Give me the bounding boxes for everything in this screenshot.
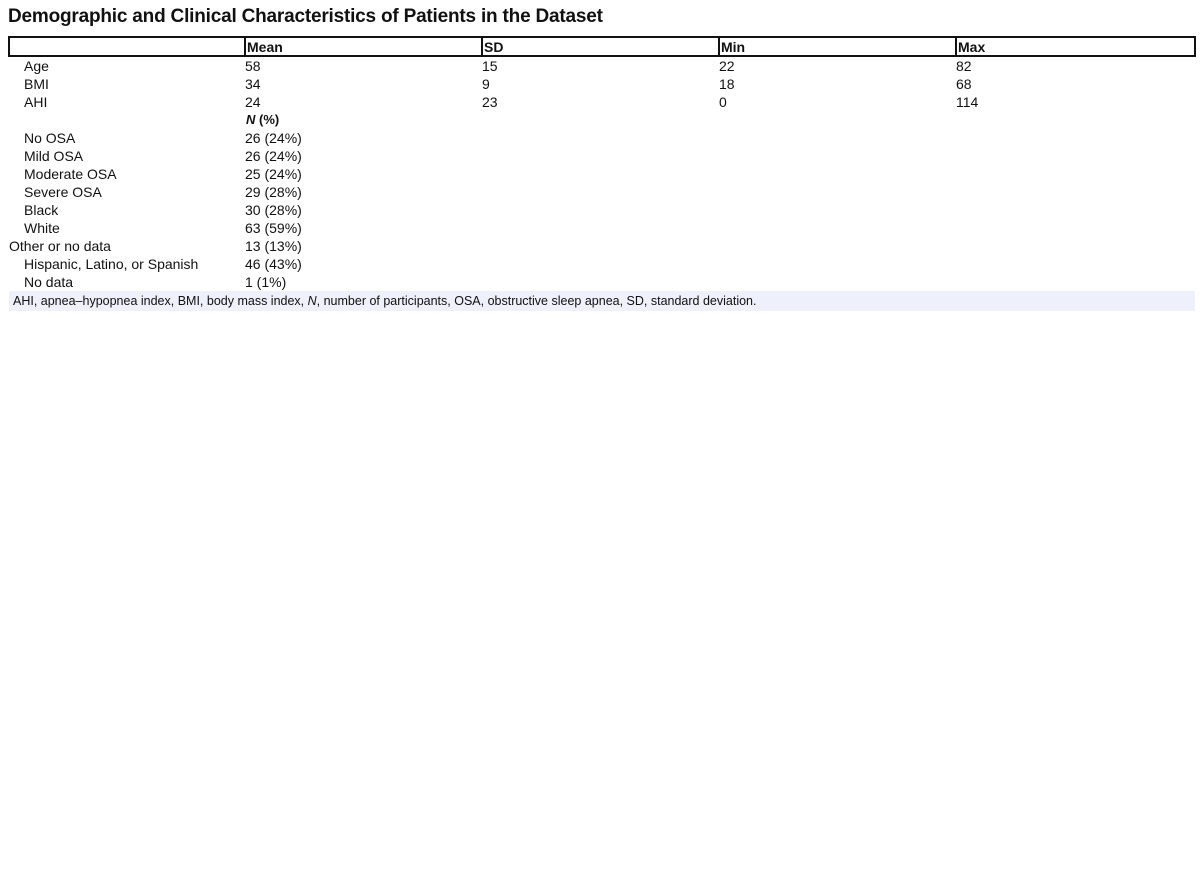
- cell-mean: 58: [245, 58, 261, 74]
- row-label: Severe OSA: [24, 184, 102, 200]
- table-row: [9, 255, 1195, 273]
- table-row: [9, 93, 1195, 111]
- cell-max: 68: [956, 76, 972, 92]
- cell-count: 26 (24%): [245, 130, 302, 146]
- cell-mean: 34: [245, 76, 261, 92]
- count-subheader-row: [9, 111, 1195, 129]
- table-row: [9, 165, 1195, 183]
- cell-min: 18: [719, 76, 735, 92]
- row-label: No data: [24, 274, 74, 290]
- row-label: Age: [24, 58, 49, 74]
- header-blank: [9, 37, 245, 56]
- row-label: Black: [24, 202, 59, 218]
- cell-mean: 24: [245, 94, 261, 110]
- subheader-n: N: [246, 112, 256, 127]
- characteristics-table: [8, 36, 1196, 311]
- table-row: [9, 237, 1195, 255]
- table-row: [9, 56, 1195, 75]
- cell-min: 22: [719, 58, 735, 74]
- cell-count: 46 (43%): [245, 256, 302, 272]
- table-row: [9, 219, 1195, 237]
- cell-max: 114: [956, 94, 979, 110]
- cell-count: 63 (59%): [245, 220, 302, 236]
- row-label: BMI: [24, 76, 49, 92]
- header-min: Min: [719, 37, 956, 56]
- cell-count: 13 (13%): [245, 238, 302, 254]
- cell-count: 29 (28%): [245, 184, 302, 200]
- header-sd: SD: [482, 37, 719, 56]
- table-footnote-row: [9, 291, 1195, 311]
- row-label: Mild OSA: [24, 148, 84, 164]
- cell-count: 1 (1%): [245, 274, 287, 290]
- header-max: Max: [956, 37, 1195, 56]
- table-row: [9, 183, 1195, 201]
- table-row: [9, 75, 1195, 93]
- table-footnote: AHI, apnea–hypopnea index, BMI, body mass index, N, number of participants, OSA, obstructive sleep apnea, SD, standard deviation.: [9, 291, 1195, 311]
- subheader-percent: (%): [255, 112, 280, 127]
- table-row: [9, 147, 1195, 165]
- row-label: AHI: [24, 94, 48, 110]
- subheader-blank: [9, 111, 245, 129]
- cell-sd: 23: [482, 94, 498, 110]
- cell-sd: 15: [482, 58, 498, 74]
- table-header-row: [9, 37, 1195, 56]
- cell-sd: 9: [482, 76, 490, 92]
- cell-count: 26 (24%): [245, 148, 302, 164]
- header-mean: Mean: [245, 37, 482, 56]
- cell-min: 0: [719, 94, 727, 110]
- cell-max: 82: [956, 58, 972, 74]
- page-title: Demographic and Clinical Characteristics of Patients in the Dataset: [8, 6, 603, 27]
- cell-count: 25 (24%): [245, 166, 302, 182]
- table-row: [9, 273, 1195, 291]
- cell-count: 30 (28%): [245, 202, 302, 218]
- row-label: White: [24, 220, 60, 236]
- table-row: [9, 201, 1195, 219]
- row-label: No OSA: [24, 130, 76, 146]
- row-label: Other or no data: [9, 238, 111, 254]
- row-label: Moderate OSA: [24, 166, 117, 182]
- count-subheader: [245, 111, 482, 129]
- row-label: Hispanic, Latino, or Spanish: [24, 256, 199, 272]
- table-row: [9, 129, 1195, 147]
